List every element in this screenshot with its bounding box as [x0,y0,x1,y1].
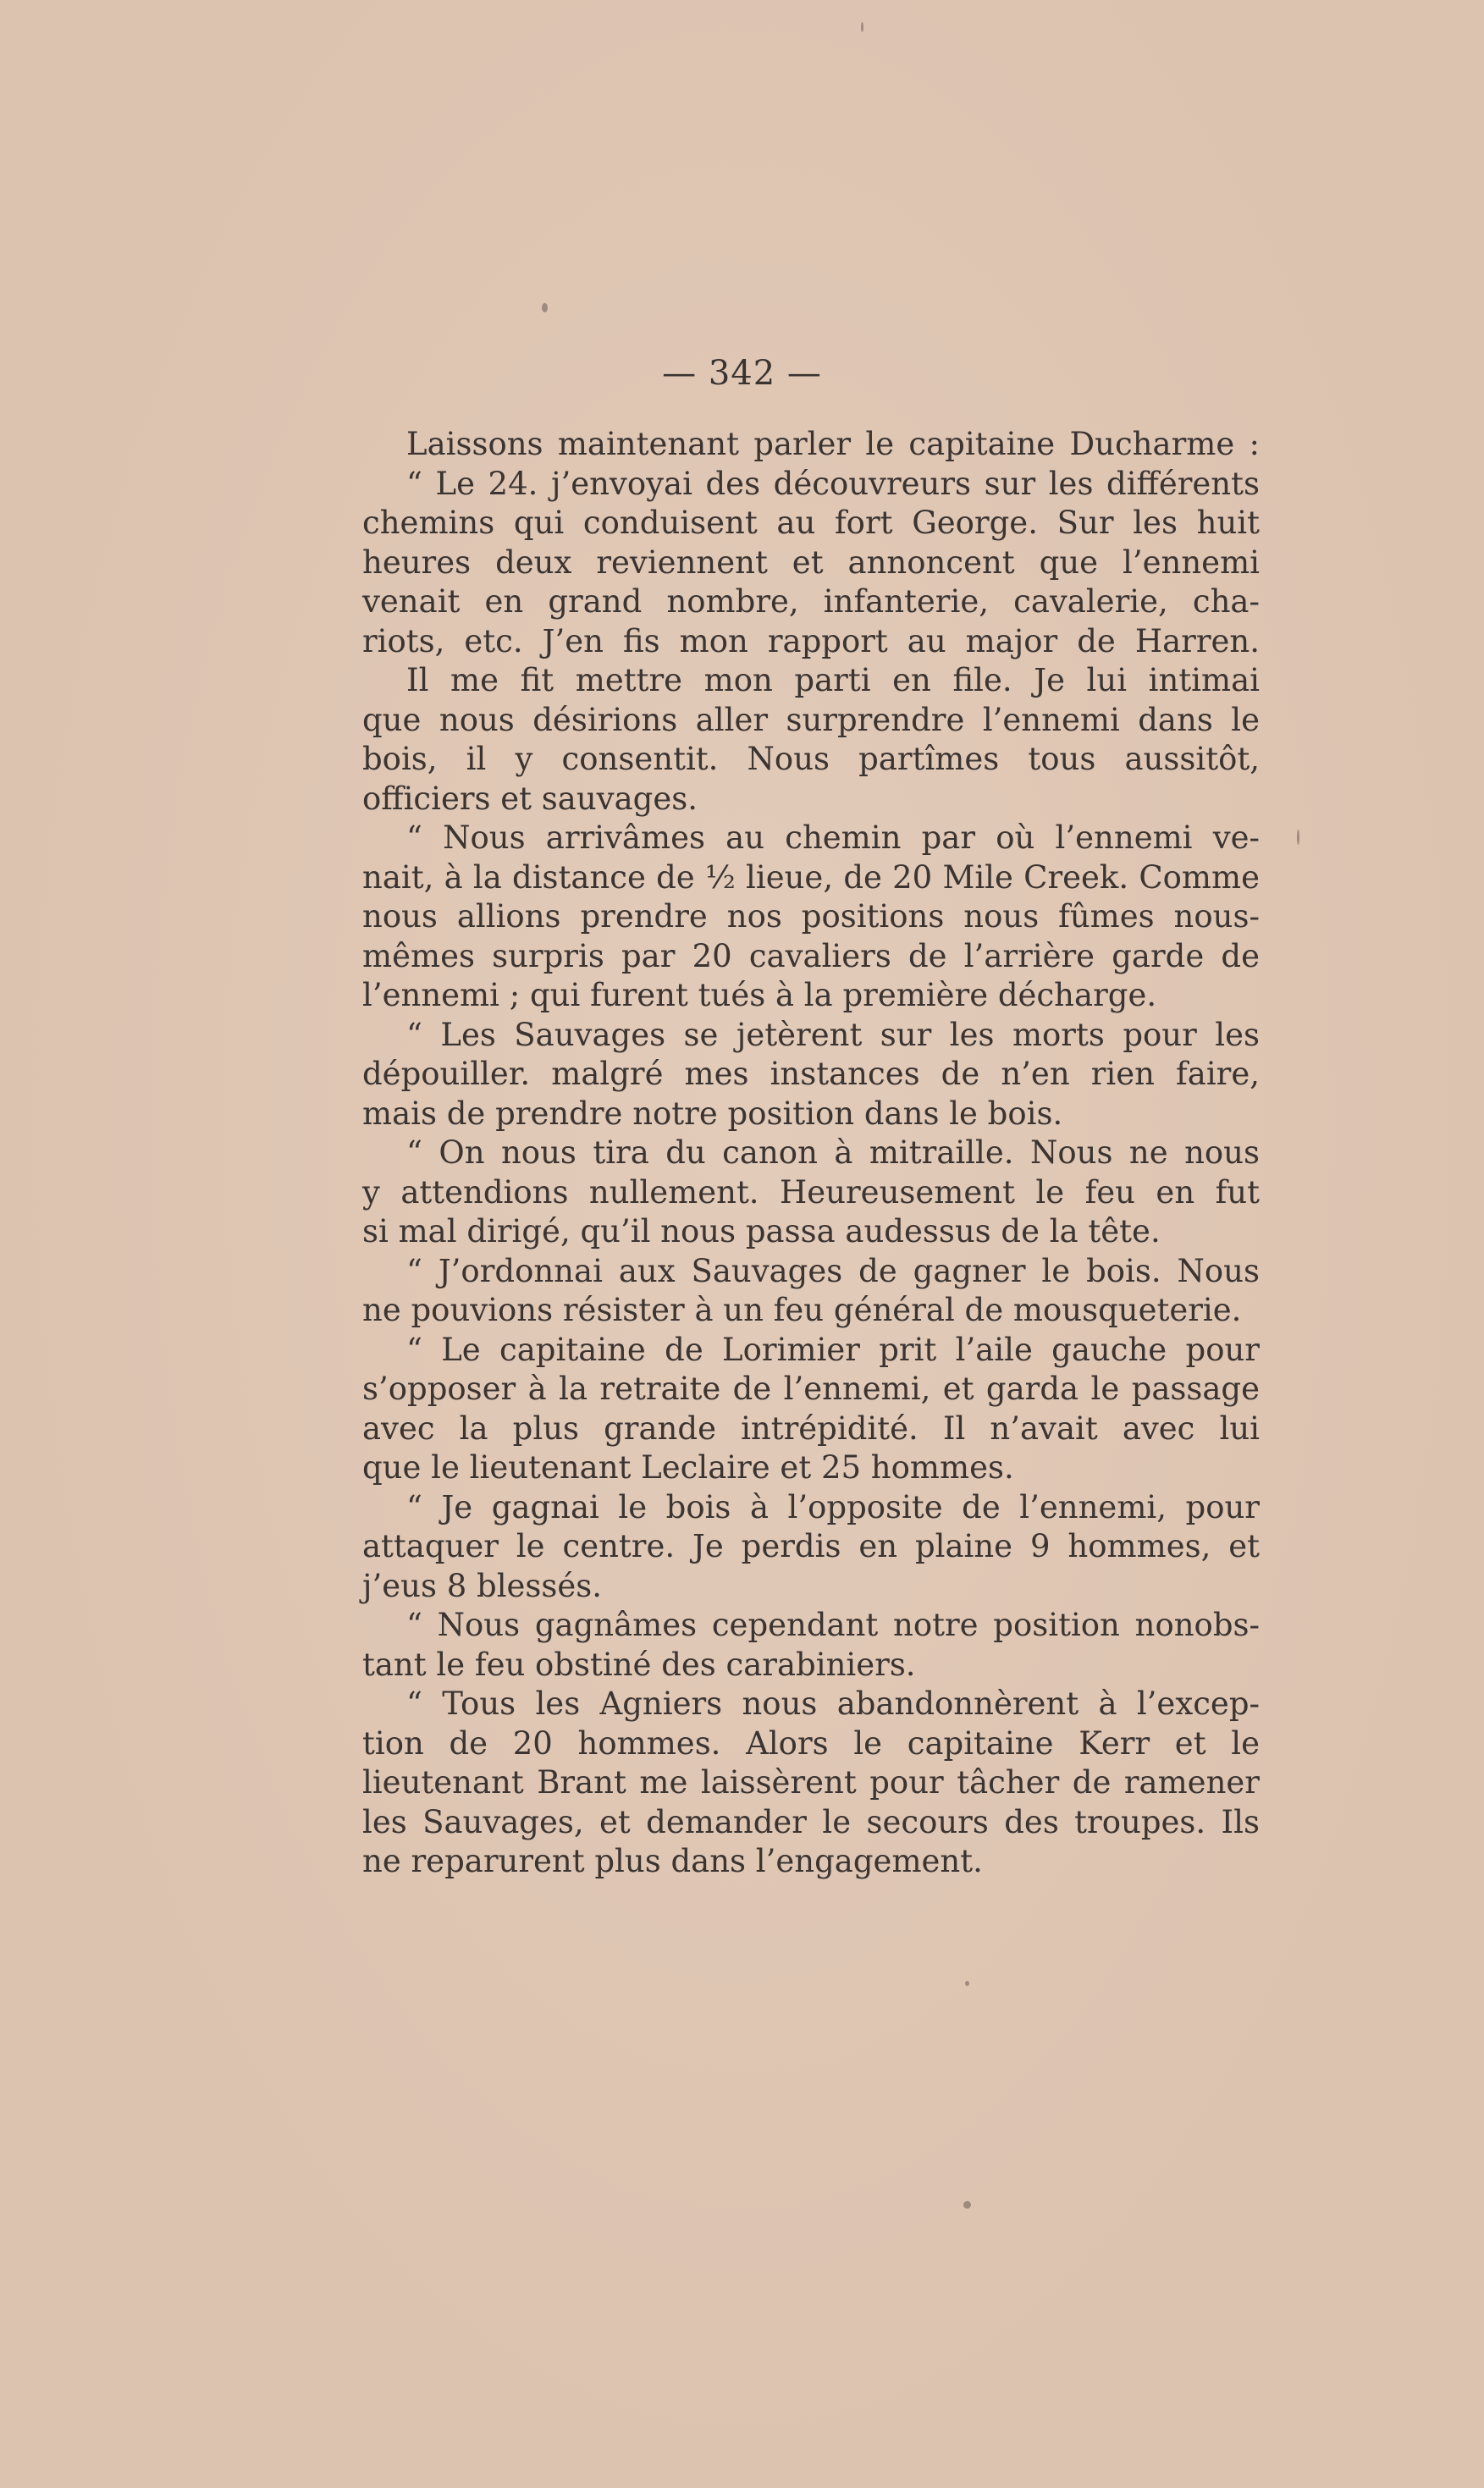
text-line: s’opposer à la retraite de l’ennemi, et garda le passage [362,1371,1260,1407]
text-line: les Sauvages, et demander le secours des troupes. Ils [362,1803,1260,1840]
text-line: “ On nous tira du canon à mitraille. Nous ne nous [406,1134,1260,1171]
paper-speck [1297,830,1299,845]
text-line: tion de 20 hommes. Alors le capitaine Kerr et le [362,1724,1260,1762]
text-line: tant le feu obstiné des carabiniers. [362,1646,916,1683]
text-line: “ Nous gagnâmes cependant notre position nonobs- [406,1607,1260,1643]
text-line: “ Les Sauvages se jetèrent sur les morts pour les [406,1016,1260,1053]
text-line: chemins qui conduisent au fort George. Sur les huit [362,505,1260,541]
text-line: “ J’ordonnai aux Sauvages de gagner le bois. Nous [406,1252,1260,1289]
text-line: heures deux reviennent et annoncent que l’ennemi [362,543,1260,581]
text-line: que nous désirions aller surprendre l’ennemi dans le [362,701,1260,738]
text-line: venait en grand nombre, infanterie, cavalerie, cha- [362,583,1260,620]
text-line: lieutenant Brant me laissèrent pour tâcher de ramener [362,1764,1260,1801]
text-line: Il me fit mettre mon parti en file. Je lui intimai [406,662,1260,698]
text-line: j’eus 8 blessés. [362,1567,603,1604]
text-line: bois, il y consentit. Nous partîmes tous aussitôt, [362,741,1260,777]
text-line: dépouiller. malgré mes instances de n’en rien faire, [362,1056,1260,1092]
paper-speck [861,22,863,32]
text-line: riots, etc. J’en fis mon rapport au major de Harren. [362,622,1260,659]
page-number: — 342 — [662,354,822,393]
text-line: mêmes surpris par 20 cavaliers de l’arrière garde de [362,937,1260,974]
body-text [362,425,1260,1882]
text-line: y attendions nullement. Heureusement le feu en fut [362,1173,1260,1211]
text-line: officiers et sauvages. [362,780,698,817]
paper-speck [963,2201,971,2209]
paper-speck [965,1981,969,1986]
text-line: “ Je gagnai le bois à l’opposite de l’ennemi, pour [406,1488,1260,1525]
text-line: ne reparurent plus dans l’engagement. [362,1843,983,1879]
text-line: ne pouvions résister à un feu général de mousqueterie. [362,1292,1242,1328]
text-line: l’ennemi ; qui furent tués à la première décharge. [362,977,1157,1013]
text-line: si mal dirigé, qu’il nous passa audessus de la tête. [362,1213,1161,1250]
text-line: mais de prendre notre position dans le bois. [362,1095,1063,1132]
text-line: Laissons maintenant parler le capitaine Ducharme : [406,426,1260,462]
text-line: nait, à la distance de ½ lieue, de 20 Mile Creek. Comme [362,858,1260,896]
text-line: “ Nous arrivâmes au chemin par où l’ennemi ve- [406,819,1260,856]
text-line: “ Le 24. j’envoyai des découvreurs sur les différents [406,465,1260,502]
text-line: “ Tous les Agniers nous abandonnèrent à l’excep- [406,1685,1260,1722]
text-line: attaquer le centre. Je perdis en plaine 9 hommes, et [362,1528,1260,1564]
text-line: nous allions prendre nos positions nous fûmes nous- [362,898,1260,935]
text-line: “ Le capitaine de Lorimier prit l’aile gauche pour [406,1331,1260,1368]
text-line: avec la plus grande intrépidité. Il n’avait avec lui [362,1409,1260,1447]
text-line: que le lieutenant Leclaire et 25 hommes. [362,1449,1014,1486]
paper-speck [542,303,548,312]
